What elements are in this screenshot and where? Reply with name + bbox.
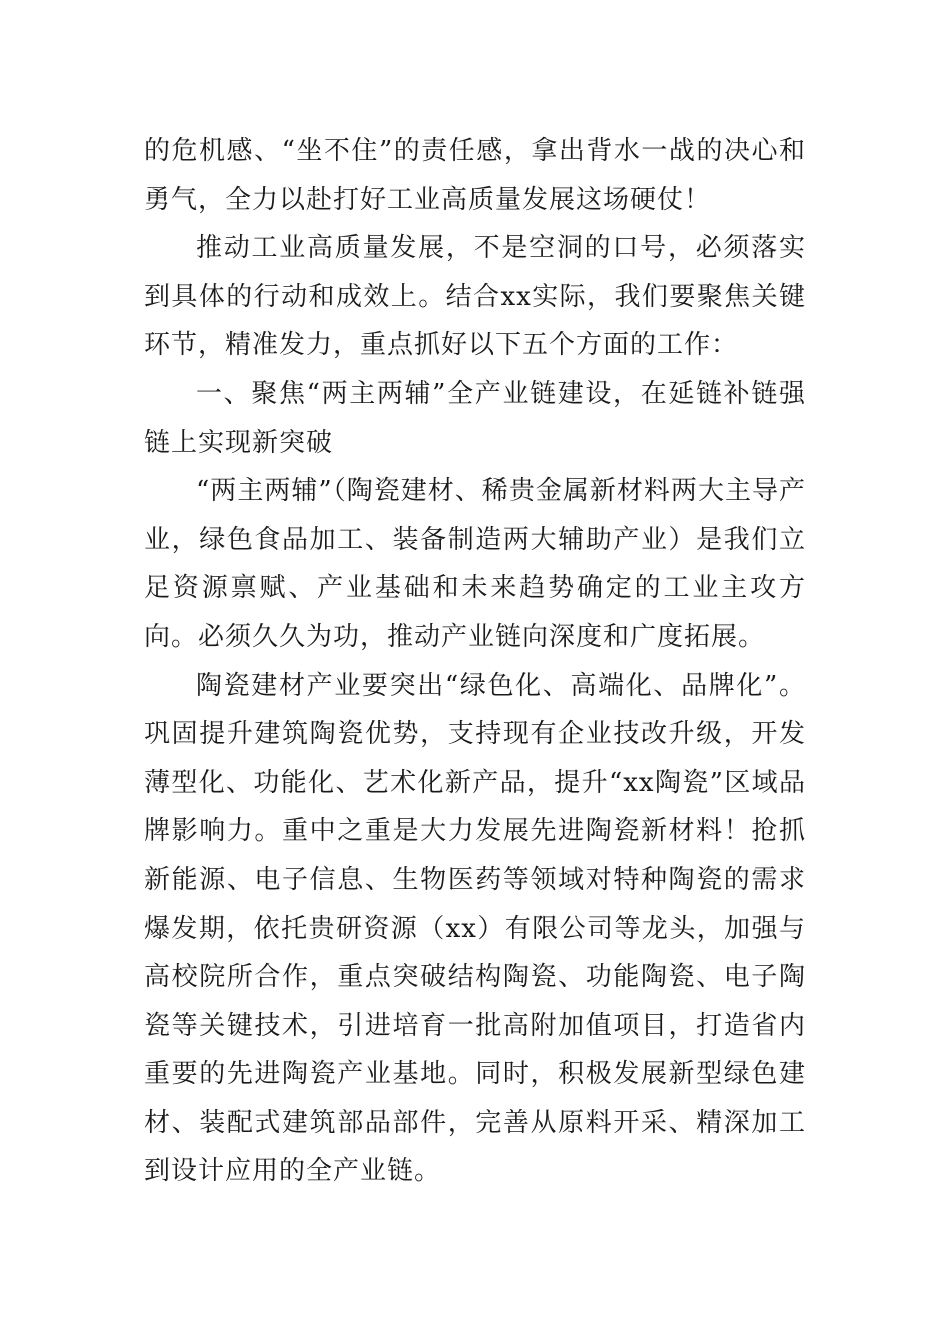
paragraph-ceramics-industry: 陶瓷建材产业要突出“绿色化、高端化、品牌化”。巩固提升建筑陶瓷优势，支持现有企业技改升级，开发薄型化、功能化、艺术化新产品，提升“xx陶瓷”区域品牌影响力。重中之重是大力发展先进陶瓷新材料！抢抓新能源、电子信息、生物医药等领域对特种陶瓷的需求爆发期，依托贵研资源（xx）有限公司等龙头，加强与高校院所合作，重点突破结构陶瓷、功能陶瓷、电子陶瓷等关键技术，引进培育一批高附加值项目，打造省内重要的先进陶瓷产业基地。同时，积极发展新型绿色建材、装配式建筑部品部件，完善从原料开采、精深加工到设计应用的全产业链。 xyxy=(144,670,806,1187)
paragraph-continuation: 的危机感、“坐不住”的责任感，拿出背水一战的决心和勇气，全力以赴打好工业高质量发展这场硬仗！ xyxy=(144,136,806,215)
paragraph-two-main-two-aux: “两主两辅”（陶瓷建材、稀贵金属新材料两大主导产业，绿色食品加工、装备制造两大辅助产业）是我们立足资源禀赋、产业基础和未来趋势确定的工业主攻方向。必须久久为功，推动产业链向深度和广度拓展。 xyxy=(144,476,806,652)
document-body xyxy=(144,127,806,1196)
section-heading-1: 一、聚焦“两主两辅”全产业链建设，在延链补链强链上实现新突破 xyxy=(144,378,806,458)
paragraph-intro: 推动工业高质量发展，不是空洞的口号，必须落实到具体的行动和成效上。结合xx实际，我们要聚焦关键环节，精准发力，重点抓好以下五个方面的工作： xyxy=(144,233,806,361)
